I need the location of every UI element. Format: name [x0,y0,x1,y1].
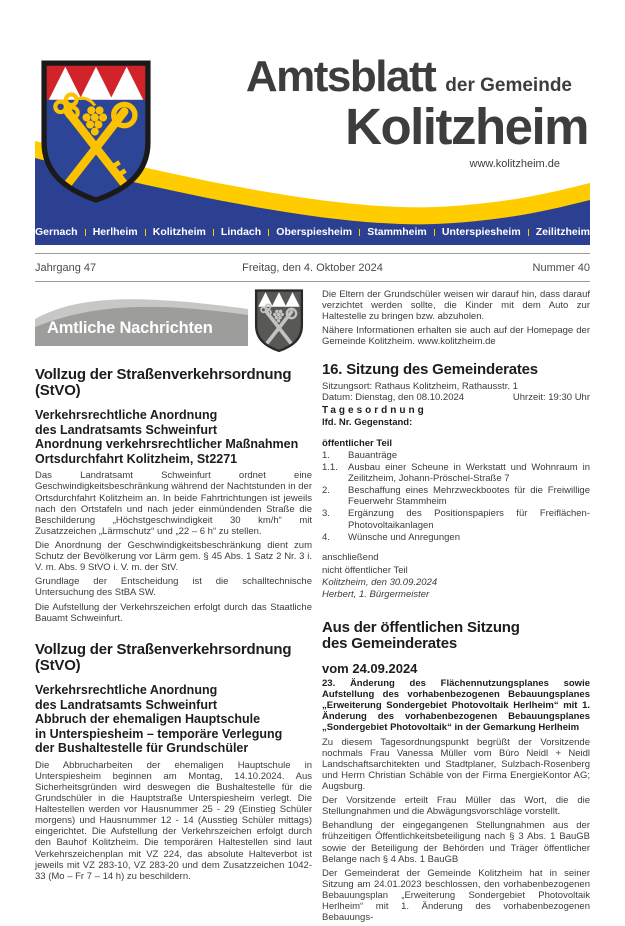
agenda-item-number: 2. [322,485,330,497]
agenda-item [322,532,590,543]
notice-paragraph: Die Eltern der Grundschüler weisen wir darauf hin, dass darauf verzichtet werden sollte, die Kinder mit dem Auto zur Haltestelle zu bringen bzw. abzuholen. [322,289,590,323]
article1-subtitle-line: des Landratsamts Schweinfurt [35,422,217,437]
meeting-title: 16. Sitzung des Gemeinderates [322,360,538,378]
separator-square-icon [359,229,360,236]
masthead [35,52,591,245]
districts-list [35,226,590,238]
article1-paragraph: Das Landratsamt Schweinfurt ordnet eine Geschwindigkeitsbeschränkung während der Nachtstunden in der Ortsdurchfahrt Kolitzheim an. In beide Fahrtrichtungen ist jeweils nach den Ortstafeln und nach jeder einmündenden Straße die Beschilderung „Höchstgeschwindigkeit 30 km/h“ mit Zusatzzeichen „Lärmschutz“ und „22 – 6 h“ zu stellen. [35,470,312,537]
agenda-item-number: 1.1. [322,462,338,473]
agenda-item [322,485,590,507]
district-label: Kolitzheim [152,226,206,238]
district-label: Herlheim [92,226,138,238]
article1-subtitle-line: Anordnung verkehrsrechtlicher Maßnahmen [35,437,299,452]
report-title [322,620,590,652]
after-line: anschließend [322,551,379,563]
agenda-list [322,450,590,543]
issue-date: Freitag, den 4. Oktober 2024 [242,261,383,274]
separator-square-icon [268,229,269,236]
district-label: Unterspiesheim [441,226,521,238]
meeting-date: Datum: Dienstag, den 08.10.2024 [322,392,465,404]
article2-subtitle-line: in Unterspiesheim – temporäre Verlegung [35,726,283,741]
separator-square-icon [213,229,214,236]
article2-title: Vollzug der Straßenverkehrsordnung (StVO) [35,640,292,674]
coat-of-arms-grayscale [252,288,306,353]
agenda-item-text: Ausbau einer Scheune in Werkstatt und Wohnraum in Zeilitzheim, Johann-Pröschel-Straße 7 [348,462,590,485]
article2-subtitle-line: des Landratsamts Schweinfurt [35,697,217,712]
district-label: Stammheim [367,226,427,238]
title-der-gemeinde: der Gemeinde [445,75,572,96]
agenda-item-header: lfd. Nr. Gegenstand: [322,416,413,428]
agenda-item [322,508,590,530]
title-line-1 [245,52,588,101]
article1-title: Vollzug der Straßenverkehrsordnung (StVO) [35,366,292,400]
right-column [322,289,590,926]
agenda-item-number: 1. [322,449,330,461]
signature-place: Kolitzheim, den 30.09.2024 [322,576,438,588]
signature-name: Herbert, 1. Bürgermeister [322,589,430,601]
article2-paragraph: Die Abbrucharbeiten der ehemaligen Hauptschule in Unterspiesheim beginnen am Montag, 14.10.2024. Aus Sicherheitsgründen wird deswegen die Bushaltestelle für die Grundschüler in die Hauptstraße Unterspiesheim verlegt. Die Haltestellen werden vor Hausnummer 25 - 29 (Einstieg Schüler morgens) und Hausnummer 12 - 14 (Ausstieg Schüler mittags) eingerichtet. Die Aufstellung der Verkehrszeichen erfolgt durch den Bauhof Kolitzheim. Die temporären Haltestellen sind laut Verkehrszeichenplan mit VZ 224, das absolute Halteverbot ist jeweils mit VZ 283-10, VZ 283-20 und dem Zusatzzeichen 1042-33 (Mo – Fr 7 – 14 h) zu beschildern. [35,759,312,882]
left-column [35,367,312,885]
after-line: nicht öffentlicher Teil [322,564,408,576]
report-title-line: des Gemeinderates [322,634,457,652]
agenda-item [322,450,590,461]
section-banner-label: Amtliche Nachrichten [47,319,213,337]
agenda-item-number: 4. [322,531,330,543]
agenda-item [322,462,590,484]
title-municipality: Kolitzheim [345,98,588,155]
separator-square-icon [434,229,435,236]
report-paragraph: Zu diesem Tagesordnungspunkt begrüßt der Vorsitzende nochmals Frau Vanessa Müller vom Büro Neidl + Neidl Landschaftsarchitekten und Stadtplaner, Sulzbach-Rosenberg und Herrn Christian Schäble von der Firma EnergieKontor AG; Augsburg. [322,736,590,793]
article2-subtitle-line: Abbruch der ehemaligen Hauptschule [35,712,261,727]
separator-square-icon [85,229,86,236]
separator-square-icon [145,229,146,236]
coat-of-arms [37,57,155,205]
separator-square-icon [528,229,529,236]
article1-subtitle [35,408,312,466]
article2-subtitle-line: Verkehrsrechtliche Anordnung [35,683,218,698]
title-amtsblatt: Amtsblatt [245,52,436,101]
report-title-line: Aus der öffentlichen Sitzung [322,618,520,636]
article2-subtitle-line: der Bushaltestelle für Grundschüler [35,741,249,756]
report-paragraph: Der Gemeinderat der Gemeinde Kolitzheim hat in seiner Sitzung am 24.01.2023 beschlossen, den vorhabenbezogenen Bebauungsplan „Erweiterung Sondergebiet Photovoltaik Herlheim“ mit 1. Änderung des vorhabenbezogenen Bebauungs- [322,867,590,924]
agenda-item-text: Bauanträge [348,449,398,461]
district-label: Gernach [35,226,78,238]
masthead-title [245,52,588,170]
report-paragraph: Der Vorsitzende erteilt Frau Müller das Wort, die die Stellungnahmen und die Abwägungsvorschläge vorstellt. [322,795,590,818]
report-subtitle: vom 24.09.2024 [322,661,418,677]
agenda-item-number: 3. [322,508,330,520]
article2-subtitle [35,683,312,756]
issue-volume: Jahrgang 47 [35,261,97,274]
agenda-heading: Tagesordnung [322,404,427,416]
agenda-item-text: Ergänzung des Positionspapiers für Freiflächen-Photovoltaikanlagen [348,508,590,531]
public-part-label: öffentlicher Teil [322,437,393,449]
issue-bar [35,253,590,282]
article1-subtitle-line: Ortsdurchfahrt Kolitzheim, St2271 [35,451,238,466]
article1-paragraph: Die Anordnung der Geschwindigkeitsbeschränkung dient zum Schutz der Bevölkerung vor Lärm gem. § 45 Abs. 1 Satz 2 Nr. 3 i. V. m. Abs. 9 StVO i. V. m. der StV. [35,540,312,574]
website-url: www.kolitzheim.de [469,158,560,170]
article1-paragraph: Grundlage der Entscheidung ist die schalltechnische Untersuchung des StBA SW. [35,576,312,599]
report-paragraph-bold: 23. Änderung des Flächennutzungsplanes sowie Aufstellung des vorhabenbezogenen Bebauungsplanes „Erweiterung Sondergebiet Photovoltaik Herlheim“ mit 1. Änderung des vorhabenbezogenen Bebauungsplanes „Sondergebiet Photovoltaik“ in der Gemarkung Herlheim [322,678,590,734]
district-label: Lindach [220,226,262,238]
article1-subtitle-line: Verkehrsrechtliche Anordnung [35,408,218,423]
district-label: Zeilitzheim [535,226,591,238]
meeting-datetime-row [322,392,590,404]
report-paragraph: Behandlung der eingegangenen Stellungnahmen aus der frühzeitigen Öffentlichkeitsbeteiligung nach § 3 Abs. 1 BauGB sowie der Beteiligung der Behörden und Träger öffentlicher Belange nach § 4 Abs. 1 BauGB [322,820,590,865]
meeting-time: Uhrzeit: 19:30 Uhr [512,392,590,404]
district-label: Oberspiesheim [276,226,353,238]
article1-paragraph: Die Aufstellung der Verkehrszeichen erfolgt durch das Staatliche Bauamt Schweinfurt. [35,601,312,624]
meeting-location: Sitzungsort: Rathaus Kolitzheim, Rathausstr. 1 [322,380,518,392]
issue-number: Nummer 40 [532,261,590,274]
section-banner [35,289,248,346]
agenda-item-text: Wünsche und Anregungen [348,531,460,543]
notice-paragraph: Nähere Informationen erhalten sie auch auf der Homepage der Gemeinde Kolitzheim. www.kolitzheim.de [322,325,590,348]
agenda-item-text: Beschaffung eines Mehrzweckbootes für die Freiwillige Feuerwehr Stammheim [348,485,590,508]
